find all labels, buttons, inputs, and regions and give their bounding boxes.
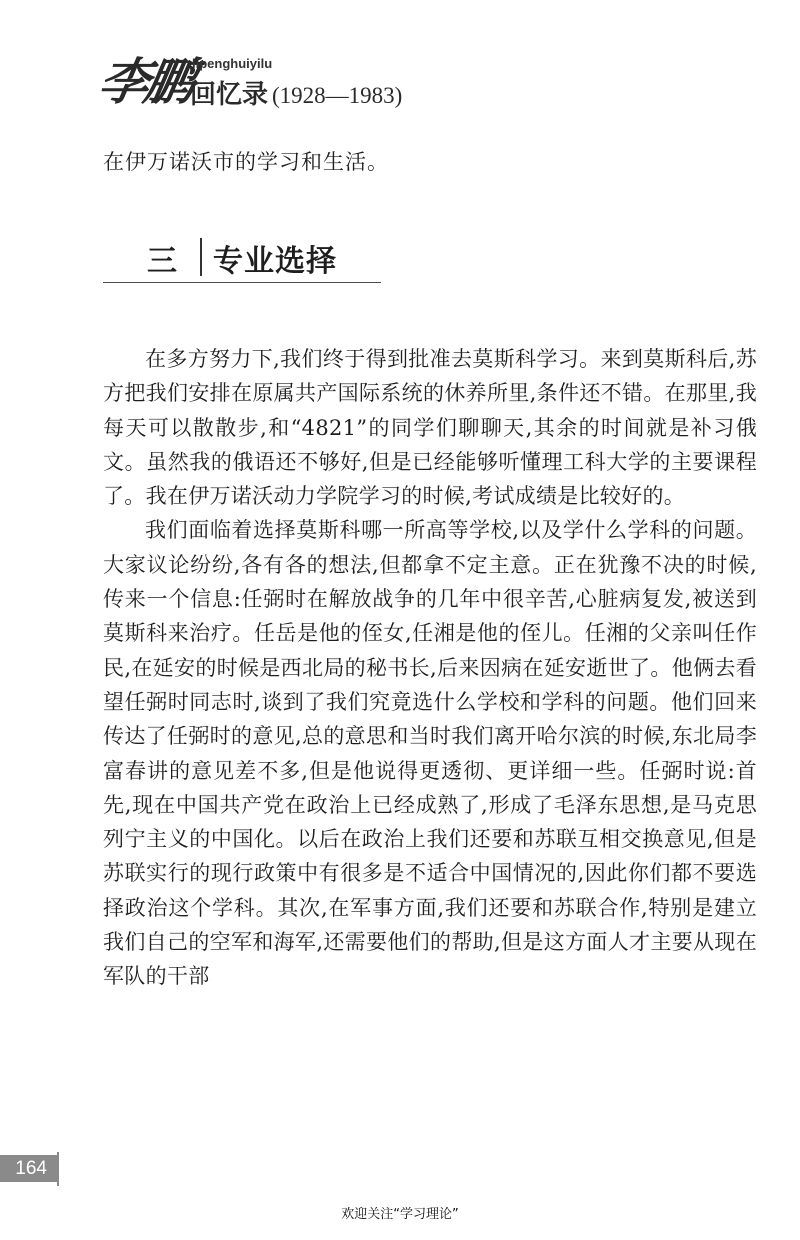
book-subtitle-text: 回忆录 xyxy=(190,80,269,110)
page-number-rule xyxy=(57,1152,59,1186)
author-signature-logo: 李鹏 xyxy=(94,52,197,111)
page-number: 164 xyxy=(0,1155,57,1182)
body-text xyxy=(103,342,757,994)
book-years: (1928—1983) xyxy=(272,83,403,108)
section-heading xyxy=(103,232,381,283)
header-pinyin: lipenghuiyilu xyxy=(192,56,273,71)
section-number: 三 xyxy=(147,244,177,279)
section-divider xyxy=(200,238,202,276)
paragraph: 我们面临着选择莫斯科哪一所高等学校,以及学什么学科的问题。大家议论纷纷,各有各的想法,但都拿不定主意。正在犹豫不决的时候,传来一个信息:任弼时在解放战争的几年中很辛苦,心脏病复发,被送到莫斯科来治疗。任岳是他的侄女,任湘是他的侄儿。任湘的父亲叫任作民,在延安的时候是西北局的秘书长,后来因病在延安逝世了。他俩去看望任弼时同志时,谈到了我们究竟选什么学校和学科的问题。他们回来传达了任弼时的意见,总的意思和当时我们离开哈尔滨的时候,东北局李富春讲的意见差不多,但是他说得更透彻、更详细一些。任弼时说:首先,现在中国共产党在政治上已经成熟了,形成了毛泽东思想,是马克思列宁主义的中国化。以后在政治上我们还要和苏联互相交换意见,但是苏联实行的现行政策中有很多是不适合中国情况的,因此你们都不要选择政治这个学科。其次,在军事方面,我们还要和苏联合作,特别是建立我们自己的空军和海军,还需要他们的帮助,但是这方面人才主要从现在军队的干部 xyxy=(103,518,757,989)
book-subtitle xyxy=(190,74,402,111)
intro-line: 在伊万诺沃市的学习和生活。 xyxy=(103,150,389,174)
book-header xyxy=(94,42,520,112)
paragraph: 在多方努力下,我们终于得到批准去莫斯科学习。来到莫斯科后,苏方把我们安排在原属共产国际系统的休养所里,条件还不错。在那里,我每天可以散散步,和“4821”的同学们聊聊天,其余的时间就是补习俄文。虽然我的俄语还不够好,但是已经能够听懂理工科大学的主要课程了。我在伊万诺沃动力学院学习的时候,考试成绩是比较好的。 xyxy=(103,347,757,509)
section-title: 专业选择 xyxy=(213,244,337,279)
footer-note: 欢迎关注“学习理论” xyxy=(341,1207,459,1222)
